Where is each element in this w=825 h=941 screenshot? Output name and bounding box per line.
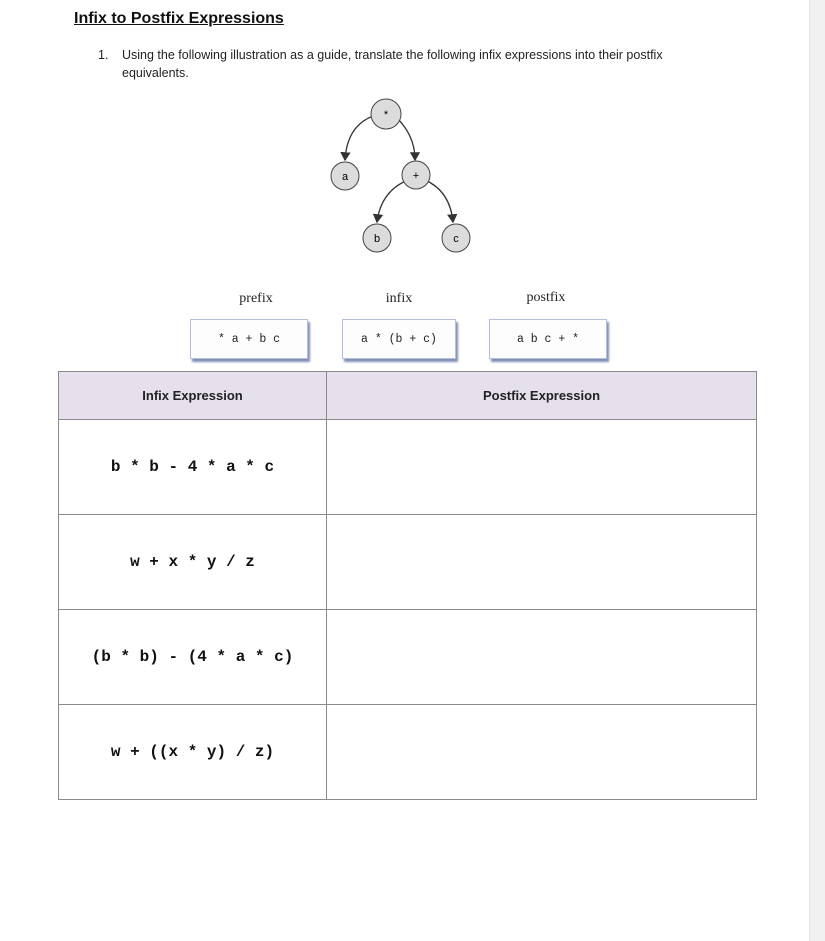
infix-cell: w + ((x * y) / z) [59, 705, 327, 800]
table-row [59, 420, 757, 515]
expression-tree-illustration [185, 96, 630, 368]
tree-node-root [371, 99, 401, 129]
postfix-answer-cell[interactable] [327, 515, 757, 610]
edge-plus-right [425, 180, 453, 222]
postfix-label: postfix [526, 290, 566, 305]
answer-table [58, 371, 757, 800]
infix-expression-box: a * (b + c) [342, 319, 456, 359]
edge-plus-left [377, 180, 408, 222]
table-row [59, 610, 757, 705]
table-header-row [59, 372, 757, 420]
header-infix-expression: Infix Expression [59, 372, 327, 420]
tree-node-b [363, 224, 391, 252]
tree-label-c: c [453, 233, 459, 245]
tree-label-a: a [341, 171, 349, 183]
tree-node-a [331, 162, 359, 190]
tree-label-root: * [383, 109, 389, 121]
infix-cell: b * b - 4 * a * c [59, 420, 327, 515]
page-title: Infix to Postfix Expressions [74, 10, 284, 27]
tree-node-c [442, 224, 470, 252]
postfix-answer-cell[interactable] [327, 610, 757, 705]
postfix-answer-cell[interactable] [327, 705, 757, 800]
tree-label-plus: + [412, 170, 420, 182]
table-row [59, 515, 757, 610]
infix-cell: w + x * y / z [59, 515, 327, 610]
tree-label-b: b [373, 233, 381, 245]
postfix-expression-box: a b c + * [489, 319, 607, 359]
prefix-expression-box: * a + b c [190, 319, 308, 359]
tree-node-plus [402, 161, 430, 189]
table-row [59, 705, 757, 800]
expression-tree [185, 96, 630, 286]
tree-edges [345, 116, 453, 222]
edge-root-right [397, 118, 415, 160]
question-text: Using the following illustration as a guide, translate the following infix expressions into their postfix equivalents. [122, 48, 663, 80]
infix-cell: (b * b) - (4 * a * c) [59, 610, 327, 705]
postfix-answer-cell[interactable] [327, 420, 757, 515]
infix-label: infix [385, 291, 413, 306]
prefix-label: prefix [239, 291, 273, 306]
edge-root-left [345, 116, 373, 160]
vertical-scrollbar[interactable] [809, 0, 825, 941]
question-number: 1. [98, 48, 109, 62]
header-postfix-expression: Postfix Expression [327, 372, 757, 420]
